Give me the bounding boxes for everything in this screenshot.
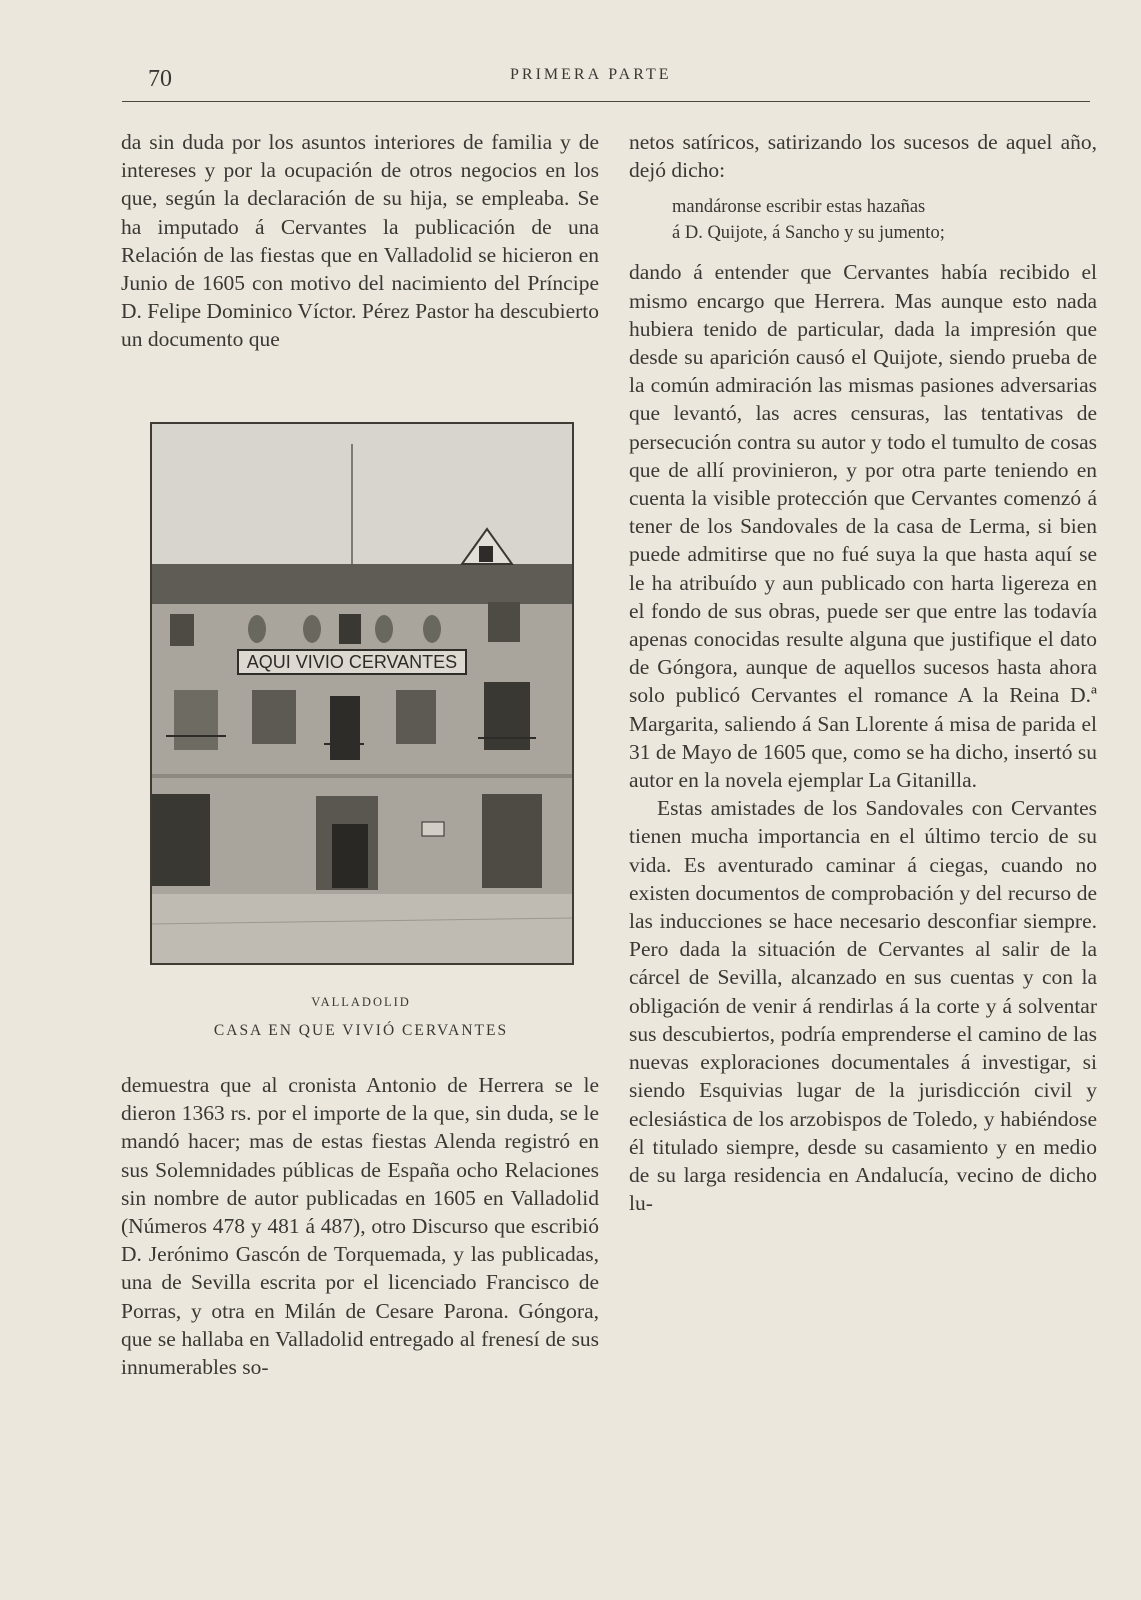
figure-caption-title: CASA EN QUE VIVIÓ CERVANTES: [213, 1022, 509, 1039]
left-column-bottom: [121, 1071, 599, 1381]
right-paragraph-1: dando á entender que Cervantes había recibido el mismo encargo que Herrera. Mas aunque esto nada hubiera tenido de particular, dada la impresión que desde su aparición causó el Quijote, siendo prueba de la común admiración las mismas pasiones adversarias que levantó, las acres censuras, las tentativas de persecución contra su autor y todo el tumulto de cosas que de allí provinieron, y por otra parte teniendo en cuenta la visible protección que Cervantes comenzó á tener de los Sandovales de la casa de Lerma, si bien puede admitirse que no fué suya la que hasta aquí se le ha atribuído y aun publicado con harta ligereza en el fondo de sus obras, puede ser que entre las todavía apenas conocidas resulte alguna que justifique el dato de Góngora, aunque de aquellos sucesos hasta ahora solo publicó Cervantes el romance A la Reina D.ª Margarita, saliendo á San Llorente á misa de parida el 31 de Mayo de 1605 que, como se ha dicho, insertó su autor en la novela ejemplar La Gitanilla.: [629, 260, 1097, 793]
right-intro-paragraph: netos satíricos, satirizando los sucesos de aquel año, dejó dicho:: [629, 130, 1097, 183]
header-rule: [122, 101, 1090, 102]
running-head: PRIMERA PARTE: [510, 66, 672, 83]
left-column-top: [121, 128, 599, 354]
left-bottom-paragraph: demuestra que al cronista Antonio de Herrera se le dieron 1363 rs. por el importe de la que, sin duda, se le mandó hacer; mas de estas fiestas Alenda registró en sus Solemnidades públicas de España ocho Relaciones sin nombre de autor publicadas en 1605 en Valladolid (Números 478 y 481 á 487), otro Discurso que escribió D. Jerónimo Gascón de Torquemada, y las publicadas, una de Sevilla escrita por el licenciado Francisco de Porras, y otra en Milán de Cesare Parona. Góngora, que se hallaba en Valladolid entregado al frenesí de sus innumerables so-: [121, 1073, 599, 1380]
right-column: [629, 128, 1097, 1217]
left-top-paragraph: da sin duda por los asuntos interiores de familia y de intereses y por la ocupación de otros negocios en los que, según la declaración de su hija, se empleaba. Se ha imputado á Cervantes la publicación de una Relación de las fiestas que en Valladolid se hicieron en Junio de 1605 con motivo del nacimiento del Príncipe D. Felipe Dominico Víctor. Pérez Pastor ha descubierto un documento que: [121, 130, 599, 352]
right-paragraph-2: Estas amistades de los Sandovales con Cervantes tienen mucha importancia en el último tercio de su vida. Es aventurado caminar á ciegas, cuando no existen documentos de comprobación y del recurso de las inducciones se hace necesario desconfiar siempre. Pero dada la situación de Cervantes al salir de la cárcel de Sevilla, alcanzado en sus cuentas y con la obligación de venir á rendirlas á la corte y á solventar sus descubiertos, podría emprenderse el camino de las nuevas exploraciones documentales á investigar, si siendo Esquivias lugar de la jurisdicción civil y eclesiástica de los arzobispos de Toledo, y habiéndose él titulado siempre, desde su casamiento y en medio de su larga residencia en Andalucía, vecino de dicho lu-: [629, 796, 1097, 1216]
verse-quote: [672, 194, 1097, 246]
figure-caption-place: VALLADOLID: [311, 995, 411, 1009]
verse-line: á D. Quijote, á Sancho y su jumento;: [672, 223, 945, 244]
page-number: 70: [148, 66, 172, 92]
figure-photo: [150, 422, 574, 965]
photo-sign-text: AQUI VIVIO CERVANTES: [246, 652, 458, 672]
verse-line: mandáronse escribir estas hazañas: [672, 197, 926, 218]
